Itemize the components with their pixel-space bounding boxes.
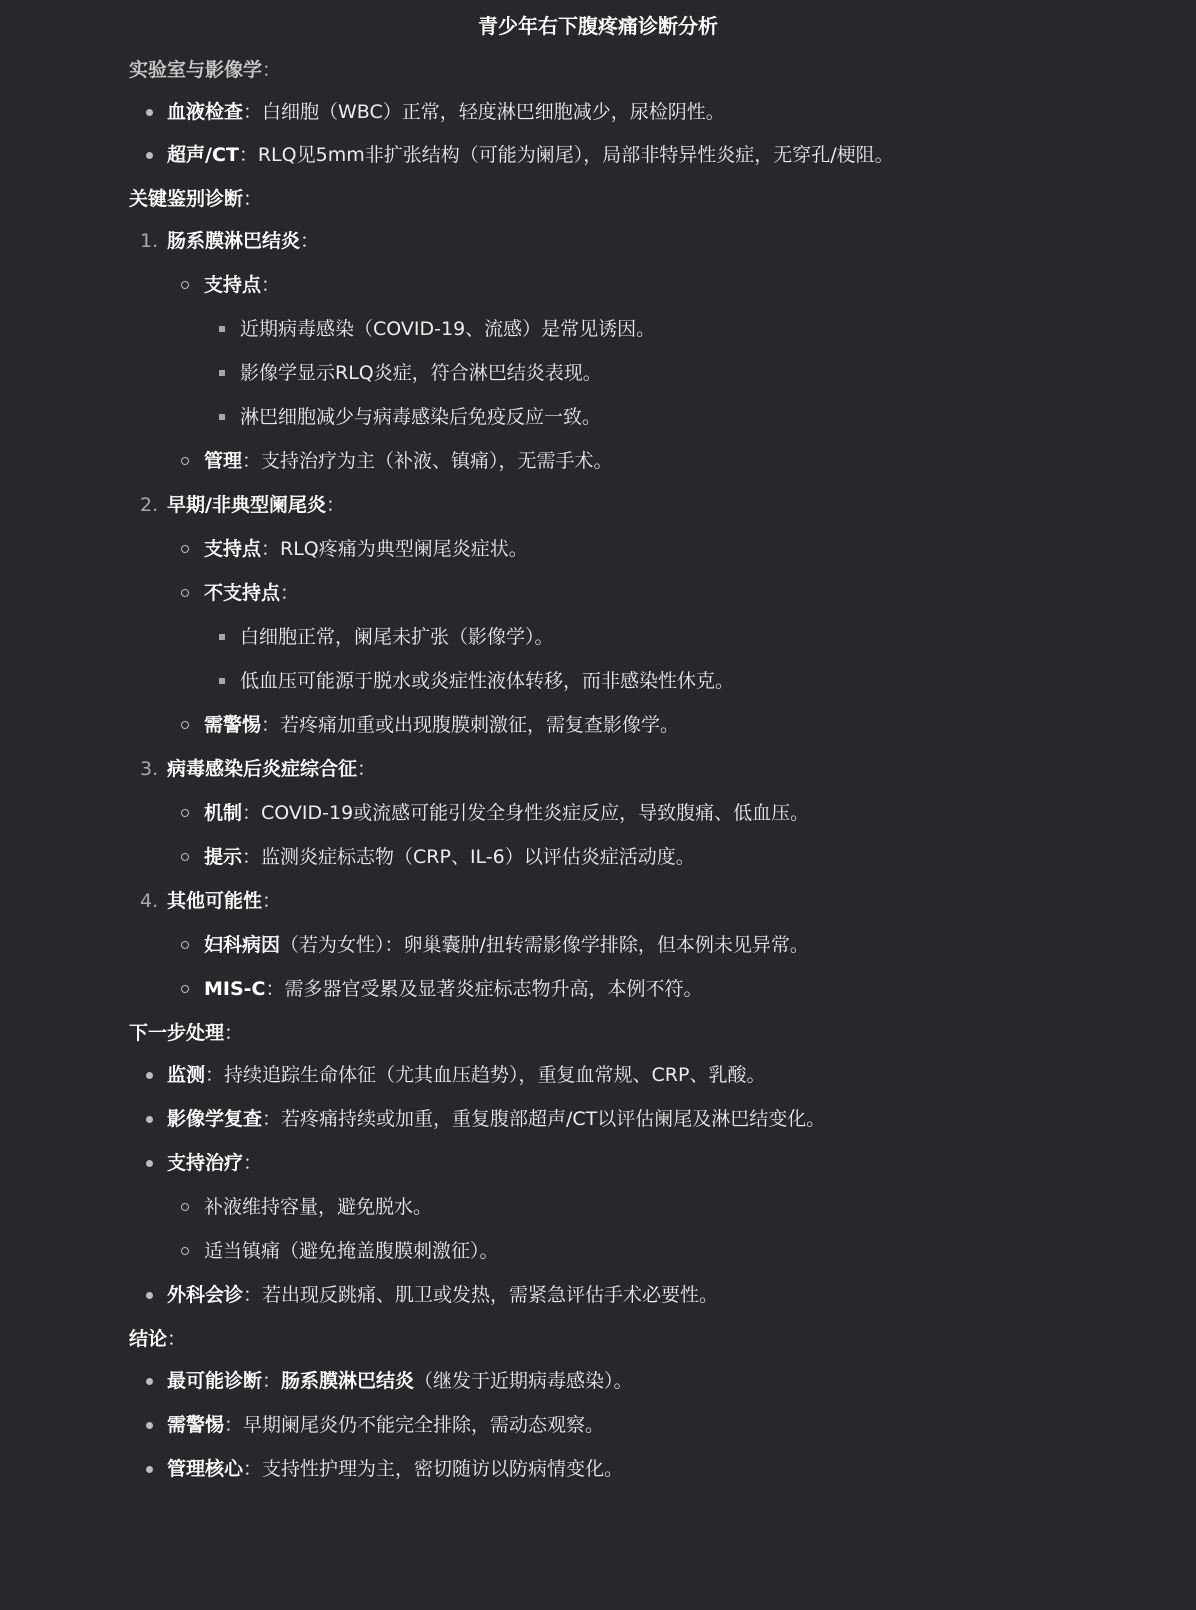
bullet-square-icon [219,634,225,640]
bullet-dot-icon [146,1422,153,1429]
numbered-item: 3. 病毒感染后炎症综合征： [129,755,1169,783]
detail-item: 白细胞正常，阑尾未扩张（影像学）。 [129,623,1169,651]
sub-list-item: 支持点： [129,271,1169,299]
bullet-circle-icon [181,853,189,861]
bullet-circle-icon [181,985,189,993]
list-item: 最可能诊断：肠系膜淋巴结炎（继发于近期病毒感染）。 [129,1367,1169,1395]
bullet-square-icon [219,326,225,332]
bullet-square-icon [219,414,225,420]
page-title: 青少年右下腹疼痛诊断分析 [478,14,718,38]
list-item: 超声/CT：RLQ见5mm非扩张结构（可能为阑尾），局部非特异性炎症，无穿孔/梗阻。 [129,141,1169,169]
sub-list-item: 补液维持容量，避免脱水。 [129,1193,1169,1221]
bullet-circle-icon [181,281,189,289]
sub-list-item: 不支持点： [129,579,1169,607]
list-item: 管理核心：支持性护理为主，密切随访以防病情变化。 [129,1455,1169,1483]
list-item: 影像学复查：若疼痛持续或加重，重复腹部超声/CT以评估阑尾及淋巴结变化。 [129,1105,1169,1133]
bullet-dot-icon [146,109,153,116]
section-heading-conclusion: 结论： [129,1328,187,1350]
detail-item: 低血压可能源于脱水或炎症性液体转移，而非感染性休克。 [129,667,1169,695]
bullet-dot-icon [146,1116,153,1123]
list-item: 需警惕：早期阑尾炎仍不能完全排除，需动态观察。 [129,1411,1169,1439]
sub-list-item: 管理：支持治疗为主（补液、镇痛），无需手术。 [129,447,1169,475]
sub-list-item: 支持点：RLQ疼痛为典型阑尾炎症状。 [129,535,1169,563]
sub-list-item: 妇科病因（若为女性）：卵巢囊肿/扭转需影像学排除，但本例未见异常。 [129,931,1169,959]
bullet-circle-icon [181,1247,189,1255]
list-number: 4. [140,890,159,912]
section-heading-differential: 关键鉴别诊断： [129,188,263,210]
bullet-circle-icon [181,457,189,465]
bullet-dot-icon [146,1466,153,1473]
detail-item: 近期病毒感染（COVID-19、流感）是常见诱因。 [129,315,1169,343]
bullet-square-icon [219,370,225,376]
sub-list-item: 适当镇痛（避免掩盖腹膜刺激征）。 [129,1237,1169,1265]
bullet-circle-icon [181,1203,189,1211]
numbered-item: 4. 其他可能性： [129,887,1169,915]
bullet-circle-icon [181,721,189,729]
numbered-item: 2. 早期/非典型阑尾炎： [129,491,1169,519]
bullet-dot-icon [146,1160,153,1167]
list-item: 血液检查：白细胞（WBC）正常，轻度淋巴细胞减少，尿检阴性。 [129,98,1169,126]
bullet-dot-icon [146,1378,153,1385]
sub-list-item: 提示：监测炎症标志物（CRP、IL-6）以评估炎症活动度。 [129,843,1169,871]
list-item: 支持治疗： [129,1149,1169,1177]
detail-item: 影像学显示RLQ炎症，符合淋巴结炎表现。 [129,359,1169,387]
list-number: 1. [140,230,159,252]
bullet-circle-icon [181,545,189,553]
bullet-dot-icon [146,1292,153,1299]
numbered-item: 1. 肠系膜淋巴结炎： [129,227,1169,255]
detail-item: 淋巴细胞减少与病毒感染后免疫反应一致。 [129,403,1169,431]
list-item: 监测：持续追踪生命体征（尤其血压趋势），重复血常规、CRP、乳酸。 [129,1061,1169,1089]
sub-list-item: 机制：COVID-19或流感可能引发全身性炎症反应，导致腹痛、低血压。 [129,799,1169,827]
bullet-circle-icon [181,589,189,597]
list-number: 2. [140,494,159,516]
bullet-dot-icon [146,152,153,159]
bullet-circle-icon [181,941,189,949]
sub-list-item: MIS-C：需多器官受累及显著炎症标志物升高，本例不符。 [129,975,1169,1003]
bullet-dot-icon [146,1072,153,1079]
list-item: 外科会诊：若出现反跳痛、肌卫或发热，需紧急评估手术必要性。 [129,1281,1169,1309]
list-number: 3. [140,758,159,780]
document-body [129,56,1169,1483]
section-heading-next-steps: 下一步处理： [129,1022,244,1044]
sub-list-item: 需警惕：若疼痛加重或出现腹膜刺激征，需复查影像学。 [129,711,1169,739]
bullet-square-icon [219,678,225,684]
bullet-circle-icon [181,809,189,817]
section-heading-lab: 实验室与影像学： [129,59,282,81]
